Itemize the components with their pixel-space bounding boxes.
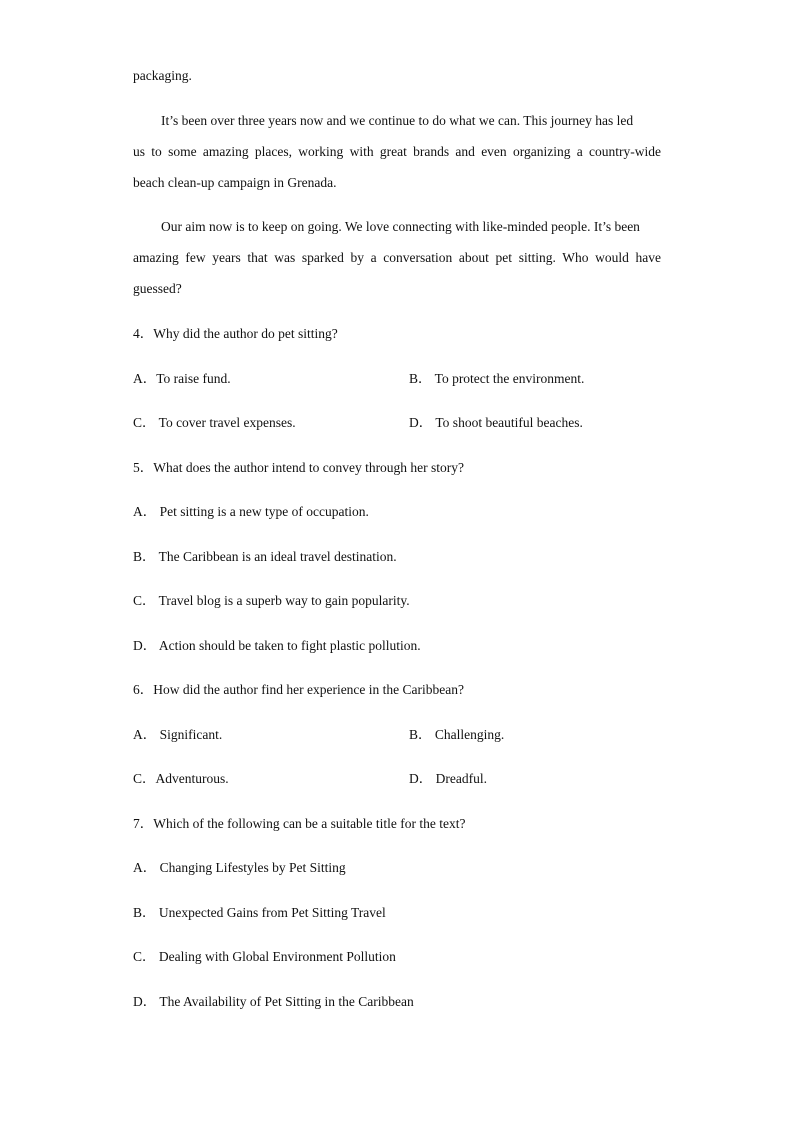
question-stem: 7．Which of the following can be a suitable title for the text? <box>133 816 466 831</box>
answer-option: D． Action should be taken to fight plastic pollution. <box>133 638 421 653</box>
answer-option: B． Unexpected Gains from Pet Sitting Travel <box>133 905 386 920</box>
answer-option: D． Dreadful. <box>409 771 487 786</box>
question-stem: 5．What does the author intend to convey through her story? <box>133 460 465 475</box>
answer-option: A． Significant. <box>133 727 223 742</box>
answer-option: A． Changing Lifestyles by Pet Sitting <box>133 860 346 875</box>
passage-line: packaging. <box>133 68 192 83</box>
passage-line: us to some amazing places, working with great brands and even organizing a country-wide <box>133 144 661 159</box>
passage-line: guessed? <box>133 281 182 296</box>
answer-option: A． Pet sitting is a new type of occupation. <box>133 504 369 519</box>
answer-option: C． Dealing with Global Environment Pollution <box>133 949 396 964</box>
answer-option: B． Challenging. <box>409 727 505 742</box>
passage-line: beach clean-up campaign in Grenada. <box>133 175 337 190</box>
answer-option: D． The Availability of Pet Sitting in the Caribbean <box>133 994 414 1009</box>
question-stem: 6．How did the author find her experience in the Caribbean? <box>133 682 465 697</box>
answer-option: A．To raise fund. <box>133 371 231 386</box>
answer-option: C．Adventurous. <box>133 771 229 786</box>
passage-line: It’s been over three years now and we continue to do what we can. This journey has led <box>161 113 634 128</box>
answer-option: D． To shoot beautiful beaches. <box>409 415 583 430</box>
passage-line: Our aim now is to keep on going. We love connecting with like-minded people. It’s been <box>161 219 640 234</box>
answer-option: B． The Caribbean is an ideal travel destination. <box>133 549 397 564</box>
answer-option: C． Travel blog is a superb way to gain popularity. <box>133 593 410 608</box>
question-stem: 4．Why did the author do pet sitting? <box>133 326 338 341</box>
answer-option: B． To protect the environment. <box>409 371 585 386</box>
answer-option: C． To cover travel expenses. <box>133 415 296 430</box>
passage-line: amazing few years that was sparked by a conversation about pet sitting. Who would have <box>133 250 661 265</box>
